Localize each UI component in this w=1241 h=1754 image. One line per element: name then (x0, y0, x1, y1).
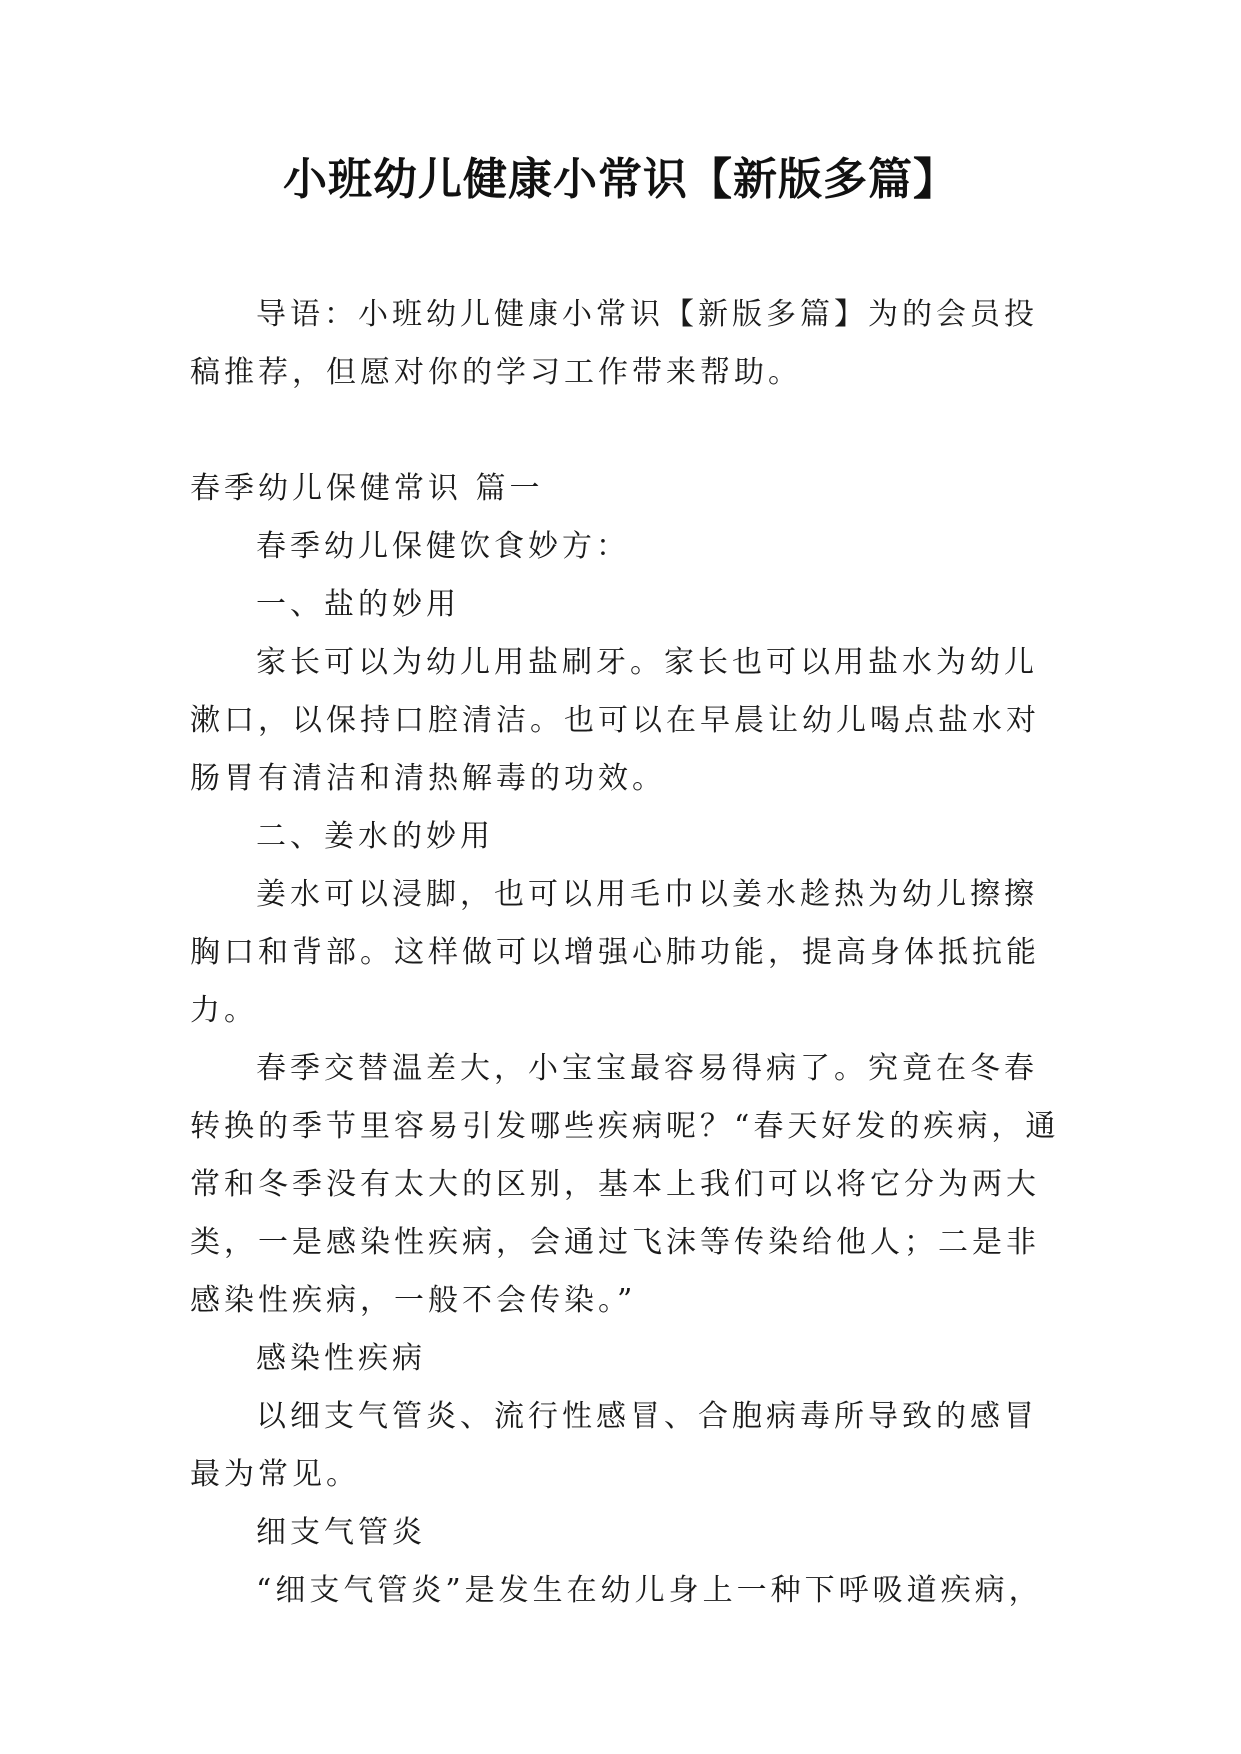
section-heading: 春季幼儿保健常识 篇一 (190, 471, 544, 506)
paragraph: 二、姜水的妙用 (256, 819, 494, 854)
spacer (190, 402, 1060, 460)
paragraph: “细支气管炎”是发生在幼儿身上一种下呼吸道疾病， (256, 1573, 1043, 1608)
intro-paragraph: 导语：小班幼儿健康小常识【新版多篇】为的会员投稿推荐，但愿对你的学习工作带来帮助。 (190, 297, 1038, 390)
paragraph: 春季交替温差大，小宝宝最容易得病了。究竟在冬春转换的季节里容易引发哪些疾病呢？“春天好发的疾病，通常和冬季没有太大的区别，基本上我们可以将它分为两大类，一是感染性疾病，会通过飞沫等传染给他人；二是非感染性疾病，一般不会传染。” (190, 1051, 1060, 1318)
paragraph: 以细支气管炎、流行性感冒、合胞病毒所导致的感冒最为常见。 (190, 1399, 1038, 1492)
paragraph: 春季幼儿保健饮食妙方： (256, 529, 630, 564)
document-body (190, 286, 1060, 1620)
paragraph: 家长可以为幼儿用盐刷牙。家长也可以用盐水为幼儿漱口，以保持口腔清洁。也可以在早晨让幼儿喝点盐水对肠胃有清洁和清热解毒的功效。 (190, 645, 1040, 796)
paragraph: 细支气管炎 (256, 1515, 426, 1550)
document-title: 小班幼儿健康小常识【新版多篇】 (283, 154, 958, 205)
paragraph: 姜水可以浸脚，也可以用毛巾以姜水趁热为幼儿擦擦胸口和背部。这样做可以增强心肺功能，提高身体抵抗能力。 (190, 877, 1040, 1028)
paragraph: 一、盐的妙用 (256, 587, 460, 622)
paragraph: 感染性疾病 (256, 1341, 426, 1376)
